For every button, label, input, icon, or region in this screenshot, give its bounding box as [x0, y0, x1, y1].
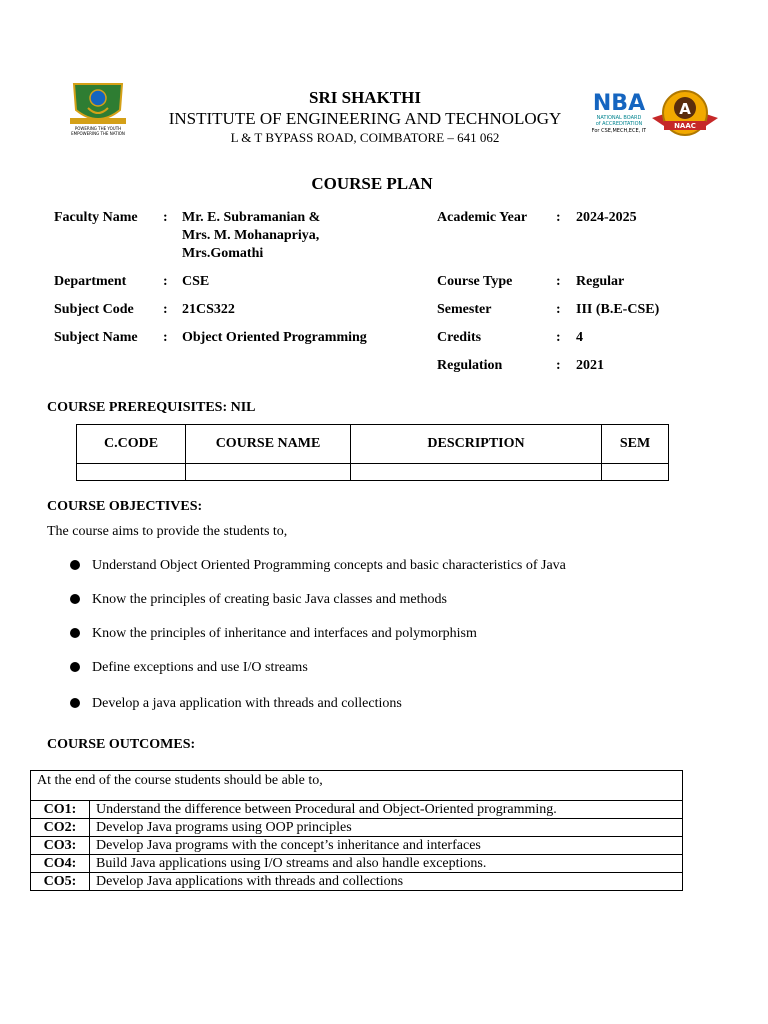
- table-cell: [186, 464, 351, 481]
- outcome-text: Develop Java applications with threads and collections: [90, 873, 683, 891]
- table-row: [77, 464, 669, 481]
- outcome-code: CO1:: [31, 801, 90, 819]
- page-title: COURSE PLAN: [311, 174, 433, 193]
- subject-name-separator: :: [163, 330, 168, 345]
- academic-year-value: 2024-2025: [576, 210, 637, 225]
- nba-sub-1: NATIONAL BOARD: [596, 115, 642, 121]
- subject-code-label: Subject Code: [54, 302, 134, 317]
- table-cell: [77, 464, 186, 481]
- list-item: [70, 696, 402, 712]
- outcome-text: Build Java applications using I/O streams and also handle exceptions.: [90, 855, 683, 873]
- academic-year-label: Academic Year: [437, 210, 528, 225]
- faculty-name-line-3: Mrs.Gomathi: [182, 246, 264, 261]
- credits-separator: :: [556, 330, 561, 345]
- emblem-text-2: EMPOWERING THE NATION: [71, 131, 125, 136]
- emblem-text-1: POWERING THE YOUTH: [74, 126, 122, 131]
- table-row: [31, 837, 683, 855]
- bullet-icon: [70, 560, 80, 570]
- outcome-code: CO4:: [31, 855, 90, 873]
- table-row: [31, 873, 683, 891]
- faculty-name-line-1: Mr. E. Subramanian &: [182, 210, 321, 225]
- nba-sub-2: of ACCREDITATION: [595, 121, 643, 127]
- semester-separator: :: [556, 302, 561, 317]
- faculty-name-label: Faculty Name: [54, 210, 138, 225]
- outcomes-intro: At the end of the course students should be able to,: [31, 771, 683, 801]
- outcome-code: CO3:: [31, 837, 90, 855]
- semester-value: III (B.E-CSE): [576, 302, 660, 317]
- subject-name-label: Subject Name: [54, 330, 138, 345]
- institution-name: SRI SHAKTHI: [309, 88, 421, 107]
- subject-code-value: 21CS322: [182, 302, 235, 317]
- outcome-code: CO5:: [31, 873, 90, 891]
- department-separator: :: [163, 274, 168, 289]
- objective-text: Know the principles of inheritance and interfaces and polymorphism: [92, 626, 477, 641]
- department-label: Department: [54, 274, 127, 289]
- list-item: [70, 558, 566, 574]
- list-item: [70, 660, 308, 676]
- faculty-name-line-2: Mrs. M. Mohanapriya,: [182, 228, 320, 243]
- table-row: [31, 855, 683, 873]
- objective-text: Develop a java application with threads and collections: [92, 696, 402, 711]
- faculty-separator: :: [163, 210, 168, 225]
- column-header-sem: SEM: [602, 425, 669, 464]
- list-item: [70, 626, 477, 642]
- objective-text: Define exceptions and use I/O streams: [92, 660, 308, 675]
- table-row: [31, 819, 683, 837]
- nba-logo-text: NBA: [592, 91, 646, 116]
- department-value: CSE: [182, 274, 210, 289]
- institution-address: L & T BYPASS ROAD, COIMBATORE – 641 062: [230, 130, 500, 145]
- column-header-course-name: COURSE NAME: [186, 425, 351, 464]
- course-type-label: Course Type: [437, 274, 513, 289]
- regulation-separator: :: [556, 358, 561, 373]
- credits-label: Credits: [437, 330, 482, 345]
- bullet-icon: [70, 662, 80, 672]
- list-item: [70, 592, 447, 608]
- course-type-value: Regular: [576, 274, 625, 289]
- naac-grade: A: [679, 100, 691, 118]
- prerequisites-table: [76, 424, 669, 481]
- table-header-row: [77, 425, 669, 464]
- prerequisites-heading: COURSE PREREQUISITES: NIL: [47, 400, 256, 415]
- outcomes-table: [30, 770, 683, 891]
- institution-subtitle: INSTITUTE OF ENGINEERING AND TECHNOLOGY: [168, 109, 562, 128]
- column-header-ccode: C.CODE: [77, 425, 186, 464]
- credits-value: 4: [576, 330, 583, 345]
- semester-label: Semester: [437, 302, 492, 317]
- column-header-description: DESCRIPTION: [351, 425, 602, 464]
- outcome-code: CO2:: [31, 819, 90, 837]
- bullet-icon: [70, 628, 80, 638]
- subject-code-separator: :: [163, 302, 168, 317]
- table-row: [31, 771, 683, 801]
- nba-sub-3: For CSE,MECH,ECE, IT: [592, 128, 646, 134]
- academic-year-separator: :: [556, 210, 561, 225]
- table-row: [31, 801, 683, 819]
- objective-text: Understand Object Oriented Programming concepts and basic characteristics of Java: [92, 558, 566, 573]
- naac-text: NAAC: [674, 122, 696, 130]
- objectives-heading: COURSE OBJECTIVES:: [47, 499, 203, 514]
- regulation-value: 2021: [576, 358, 604, 373]
- table-cell: [351, 464, 602, 481]
- regulation-label: Regulation: [437, 358, 503, 373]
- table-cell: [602, 464, 669, 481]
- objectives-intro: The course aims to provide the students to,: [47, 524, 288, 539]
- bullet-icon: [70, 594, 80, 604]
- outcomes-heading: COURSE OUTCOMES:: [47, 737, 196, 752]
- subject-name-value: Object Oriented Programming: [182, 330, 367, 345]
- outcome-text: Develop Java programs with the concept’s inheritance and interfaces: [90, 837, 683, 855]
- objective-text: Know the principles of creating basic Java classes and methods: [92, 592, 447, 607]
- course-type-separator: :: [556, 274, 561, 289]
- outcome-text: Understand the difference between Procedural and Object-Oriented programming.: [90, 801, 683, 819]
- outcome-text: Develop Java programs using OOP principles: [90, 819, 683, 837]
- bullet-icon: [70, 698, 80, 708]
